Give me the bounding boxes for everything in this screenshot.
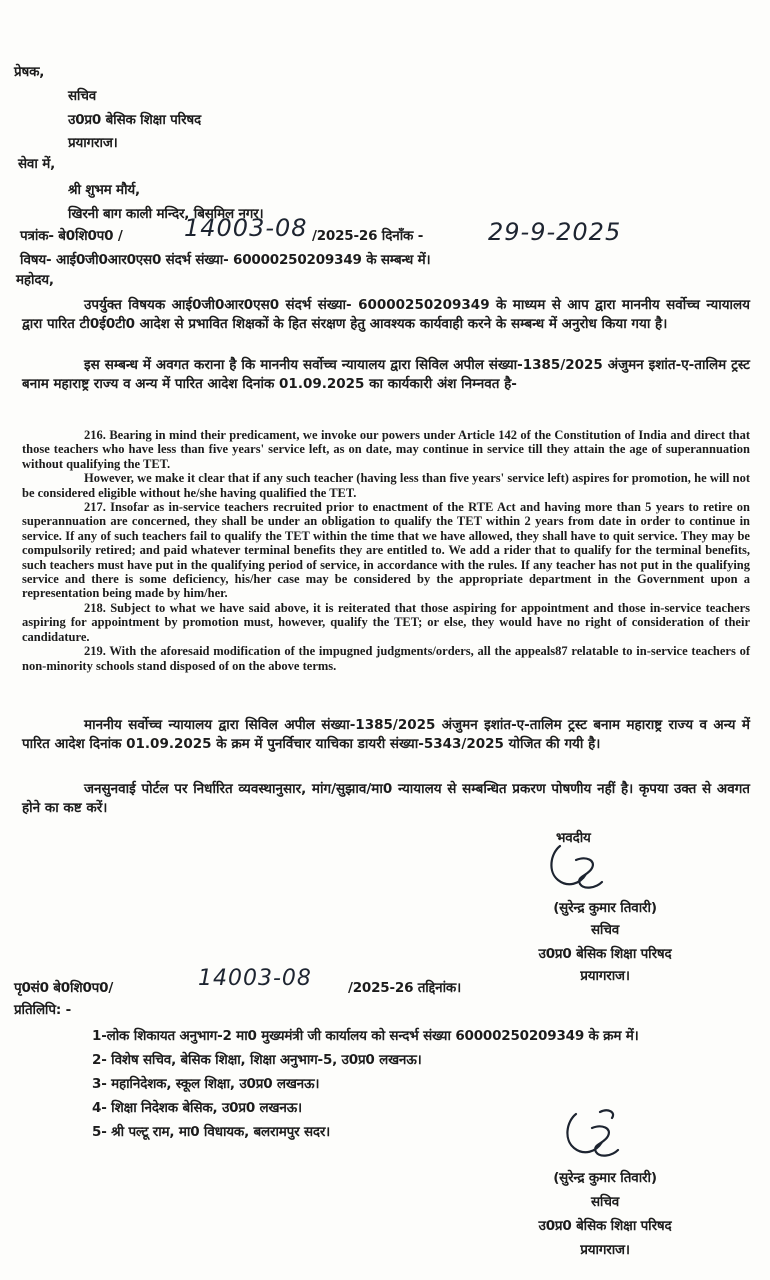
judgment-para-216-proviso: However, we make it clear that if any such teacher (having less than five years' service left) aspires for promotion, he will not be considered eligible without he/she having qualified the TET.: [22, 471, 750, 500]
sender-office: उ0प्र0 बेसिक शिक्षा परिषद: [68, 112, 201, 128]
signature2-city: प्रयागराज।: [580, 1242, 630, 1258]
signature2-name: (सुरेन्द्र कुमार तिवारी): [553, 1170, 657, 1186]
judgment-para-216: 216. Bearing in mind their predicament, we invoke our powers under Article 142 of the Constitution of India and direct that those teachers who have less than five years' service left, as on date, may continue in service till they attain the age of superannuation without qualifying the TET.: [22, 428, 750, 471]
signature1-closing: भवदीय: [556, 830, 591, 846]
copy-item-2: 2- विशेष सचिव, बेसिक शिक्षा, शिक्षा अनुभाग-5, उ0प्र0 लखनऊ।: [92, 1052, 422, 1068]
body-paragraph-3: माननीय सर्वोच्च न्यायालय द्वारा सिविल अपील संख्या-1385/2025 अंजुमन इशांत-ए-तालिम ट्रस्ट बनाम महाराष्ट्र राज्य व अन्य में पारित आदेश दिनांक 01.09.2025 के क्रम में पुनर्विचार याचिका डायरी संख्या-5343/2025 योजित की गयी है।: [22, 717, 750, 752]
copy-item-3: 3- महानिदेशक, स्कूल शिक्षा, उ0प्र0 लखनऊ।: [92, 1076, 320, 1092]
sender-heading: प्रेषक,: [14, 64, 45, 80]
signature2-office: उ0प्र0 बेसिक शिक्षा परिषद: [538, 1218, 672, 1234]
copy-item-5: 5- श्री पल्टू राम, मा0 विधायक, बलरामपुर सदर।: [92, 1124, 331, 1140]
copy-item-4: 4- शिक्षा निदेशक बेसिक, उ0प्र0 लखनऊ।: [92, 1100, 302, 1116]
subject-line: विषय- आई0जी0आर0एस0 संदर्भ संख्या- 60000250209349 के सम्बन्ध में।: [20, 252, 431, 268]
ref-suffix: /2025-26 दिनाँक -: [312, 228, 424, 244]
judgment-para-219: 219. With the aforesaid modification of the impugned judgments/orders, all the appeals87 relatable to in-service teachers of non-minority schools stand disposed of on the above terms.: [22, 644, 750, 673]
ref-number-handwritten: 14003-08: [184, 214, 308, 242]
signature1-mark: [546, 838, 626, 898]
ref-date-handwritten: 29-9-2025: [488, 218, 622, 246]
judgment-para-217: 217. Insofar as in-service teachers recruited prior to enactment of the RTE Act and having more than 5 years to retire on superannuation are concerned, they shall be under an obligation to qualify the TET within 2 years from date in order to continue in service. If any of such teachers fail to qualify the TET within the time that we have allowed, they shall have to quit service. They may be compulsorily retired; and paid whatever terminal benefits they are entitled to. We add a rider that to qualify for the terminal benefits, such teachers must have put in the qualifying period of service, in accordance with the rules. If any teacher has not put in the qualifying service and there is some deficiency, his/her case may be considered by the appropriate department in the Government upon a representation being made by him/her.: [22, 500, 750, 601]
copy-suffix: /2025-26 तद्दिनांक।: [348, 980, 461, 996]
signature1-office: उ0प्र0 बेसिक शिक्षा परिषद: [538, 946, 672, 962]
copy-item-1: 1-लोक शिकायत अनुभाग-2 मा0 मुख्यमंत्री जी कार्यालय को सन्दर्भ संख्या 60000250209349 के क्रम में।: [92, 1028, 639, 1044]
body-paragraph-1: उपर्युक्त विषयक आई0जी0आर0एस0 संदर्भ संख्या- 60000250209349 के माध्यम से आप द्वारा माननीय सर्वोच्च न्यायालय द्वारा पारित टी0ई0टी0 आदेश से प्रभावित शिक्षकों के हित संरक्षण हेतु आवश्यक कार्यवाही करने के सम्बन्ध में अनुरोध किया गया है।: [22, 297, 750, 332]
copy-heading: प्रतिलिपि: -: [14, 1002, 71, 1018]
signature2-designation: सचिव: [590, 1194, 620, 1210]
recipient-heading: सेवा में,: [18, 156, 56, 172]
signature1-designation: सचिव: [590, 922, 620, 938]
judgment-excerpt: [22, 428, 750, 673]
recipient-name: श्री शुभम मौर्य,: [68, 182, 140, 198]
recipient-address: खिरनी बाग काली मन्दिर, बिसमिल नगर।: [68, 206, 264, 222]
copy-label: पृ0सं0 बे0शि0प0/: [14, 980, 114, 996]
ref-label: पत्रांक- बे0शि0प0 /: [20, 228, 123, 244]
body-paragraph-2: इस सम्बन्ध में अवगत कराना है कि माननीय सर्वोच्च न्यायालय द्वारा सिविल अपील संख्या-1385/2025 अंजुमन इशांत-ए-तालिम ट्रस्ट बनाम महाराष्ट्र राज्य व अन्य में पारित आदेश दिनांक 01.09.2025 का कार्यकारी अंश निम्नवत है-: [22, 357, 750, 392]
judgment-para-218: 218. Subject to what we have said above, it is reiterated that those aspiring for appointment and those in-service teachers aspiring for appointment by promotion must, however, qualify the TET; or else, they would have no right of consideration of their candidature.: [22, 600, 750, 644]
signature1-name: (सुरेन्द्र कुमार तिवारी): [553, 900, 657, 916]
signature1-city: प्रयागराज।: [580, 968, 630, 984]
sender-city: प्रयागराज।: [68, 135, 118, 151]
signature2-mark: [560, 1104, 640, 1164]
body-paragraph-4: जनसुनवाई पोर्टल पर निर्धारित व्यवस्थानुसार, मांग/सुझाव/मा0 न्यायालय से सम्बन्धित प्रकरण पोषणीय नहीं है। कृपया उक्त से अवगत होने का कष्ट करें।: [22, 781, 750, 816]
sender-designation: सचिव: [68, 88, 97, 104]
copy-number-handwritten: 14003-08: [198, 966, 312, 991]
salutation: महोदय,: [16, 272, 54, 288]
